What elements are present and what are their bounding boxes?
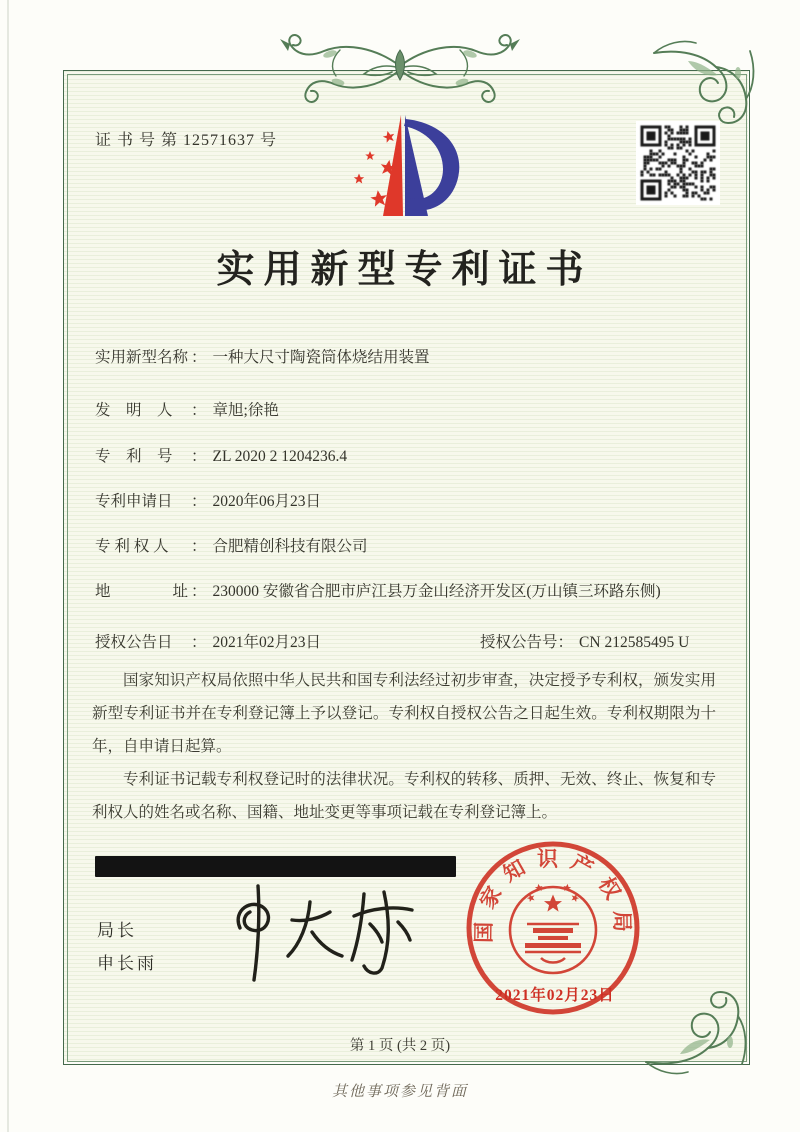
field-row-address	[95, 580, 661, 604]
field-row-filing-date	[95, 490, 321, 514]
field-colon: ：	[191, 493, 207, 510]
field-value-filing-date: 2020年06月23日	[212, 493, 322, 510]
scan-edge-line	[7, 0, 9, 1132]
field-row-inventors	[95, 399, 279, 423]
field-colon: ：	[191, 349, 207, 366]
redaction-bar	[95, 856, 456, 877]
grant-number-group	[480, 631, 689, 655]
legal-paragraph-2: 专利证书记载专利权登记时的法律状况。专利权的转移、质押、无效、终止、恢复和专利权人的姓名或名称、国籍、地址变更等事项记载在专利登记簿上。	[92, 771, 716, 821]
field-value-inventors: 章旭;徐艳	[212, 402, 279, 419]
field-label: 发 明 人	[95, 402, 173, 419]
field-label: 专利申请日	[95, 493, 173, 510]
field-row-utility-model-name	[95, 346, 430, 370]
field-row-patentee	[95, 535, 368, 559]
field-label: 授权公告号	[480, 634, 558, 651]
field-colon: ：	[191, 402, 207, 419]
seal-date: 2021年02月23日	[495, 987, 615, 1004]
grant-date-group	[95, 631, 321, 655]
field-value-patent-number: ZL 2020 2 1204236.4	[212, 448, 348, 465]
field-value-grant-number: CN 212585495 U	[579, 634, 690, 651]
signer-name-label: 申长雨	[97, 954, 157, 973]
field-label: 专 利 号	[95, 448, 173, 465]
field-label: 授权公告日	[95, 634, 173, 651]
qr-code	[636, 121, 720, 205]
certificate-title: 实用新型专利证书	[216, 249, 593, 291]
director-signature	[212, 876, 427, 991]
seal-national-emblem	[510, 883, 596, 973]
field-row-patent-number	[95, 445, 347, 469]
legal-paragraph-1: 国家知识产权局依照中华人民共和国专利法经过初步审查，决定授予专利权，颁发实用新型专利证书并在专利登记簿上予以登记。专利权自授权公告之日起生效。专利权期限为十年，自申请日起算。	[92, 672, 716, 755]
field-label: 地 址	[95, 583, 189, 600]
signer-title-label: 局长	[97, 921, 137, 940]
field-label: 实用新型名称	[95, 349, 189, 366]
field-colon: ：	[191, 634, 207, 651]
back-side-note: 其他事项参见背面	[331, 1084, 468, 1100]
cnipa-logo-icon	[338, 110, 472, 224]
field-value-address: 230000 安徽省合肥市庐江县万金山经济开发区(万山镇三环路东侧)	[212, 583, 661, 600]
field-colon: ：	[191, 583, 207, 600]
field-value-patentee: 合肥精创科技有限公司	[212, 538, 368, 555]
field-colon: ：	[191, 538, 207, 555]
field-label: 专 利 权 人	[95, 538, 169, 555]
field-colon: ：	[557, 634, 574, 651]
field-colon: ：	[191, 448, 207, 465]
legal-text-block	[92, 664, 716, 829]
field-row-grant	[95, 631, 720, 655]
field-value-grant-date: 2021年02月23日	[212, 634, 322, 651]
field-value-utility-model-name: 一种大尺寸陶瓷筒体烧结用装置	[212, 349, 430, 366]
page-number: 第 1 页 (共 2 页)	[349, 1038, 451, 1054]
certificate-number: 证 书 号 第 12571637 号	[95, 132, 278, 149]
seal-ring-text: 国家知识产权局	[471, 847, 635, 944]
